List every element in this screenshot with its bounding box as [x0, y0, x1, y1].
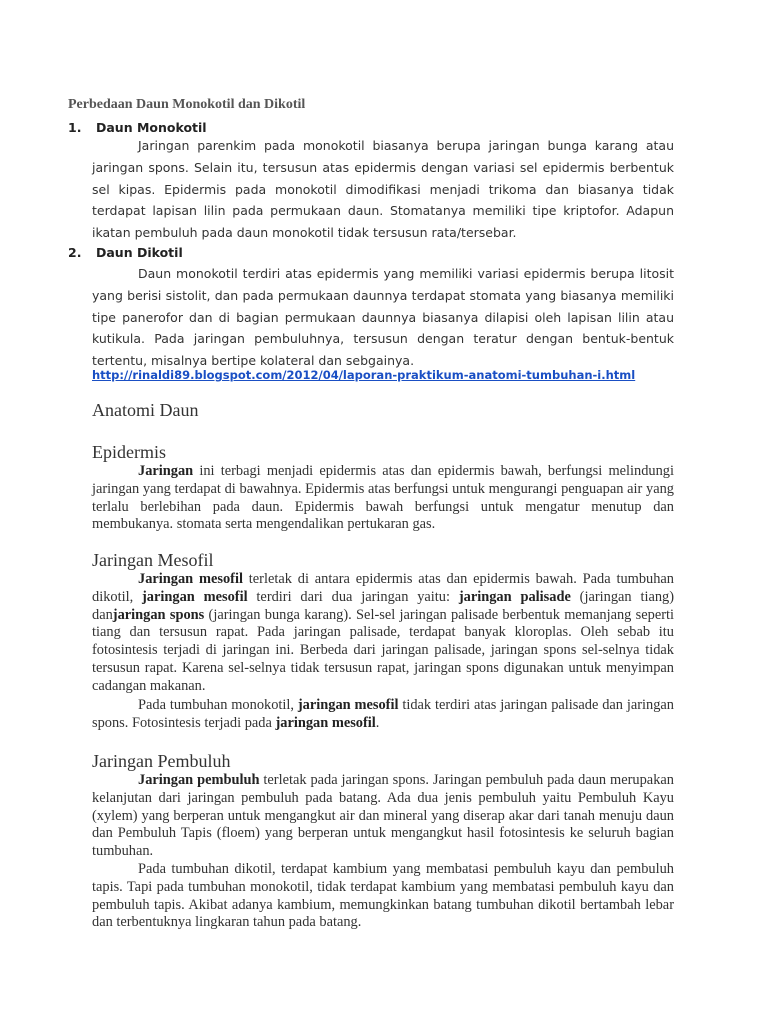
list-item-heading-dikotil — [68, 245, 183, 260]
section-heading-mesofil: Jaringan Mesofil — [92, 550, 214, 570]
paragraph-text: (jaringan bunga karang). Sel-sel jaringan palisade berbentuk memanjang seperti tiang dan tersusun rapat. Pada jaringan palisade, terdapat banyak kloroplas. Oleh sebab itu fotosintesis terjadi di jaringan ini. Berbeda dari jaringan palisade, jaringan spons sel-selnya tidak tersusun rapat. Karena sel-selnya tidak tersusun rapat, jaringan spons digunakan untuk menyimpan cadangan makanan. — [92, 606, 674, 694]
list-heading: Daun Monokotil — [96, 120, 207, 135]
bold-term: jaringan spons — [112, 606, 205, 623]
bold-term: jaringan palisade — [458, 588, 571, 605]
mesofil-paragraph-2 — [92, 697, 674, 733]
list-heading: Daun Dikotil — [96, 245, 183, 260]
paragraph-text: Pada tumbuhan dikotil, terdapat kambium yang membatasi pembuluh kayu dan pembuluh tapis. Tapi pada tumbuhan monokotil, tidak terdapat kambium yang membatasi pembuluh kayu dan pembuluh tapis. Akibat adanya kambium, memungkinkan batang tumbuhan dikotil bertambah lebar dan terbentuknya lingkaran tahun pada batang. — [92, 861, 674, 931]
mesofil-paragraph-1 — [92, 571, 674, 696]
paragraph-text: terletak pada jaringan spons. Jaringan pembuluh pada daun merupakan kelanjutan dari jaringan pembuluh pada batang. Ada dua jenis pembuluh yaitu Pembuluh Kayu (xylem) yang berperan untuk mengangkut air dan mineral yang diserap akar dari tanah menuju daun dan Pembuluh Tapis (floem) yang berperan untuk mengangkut hasil fotosintesis ke seluruh bagian tumbuhan. — [92, 772, 674, 860]
bold-term: jaringan mesofil — [142, 588, 248, 605]
monokotil-text: Jaringan parenkim pada monokotil biasanya berupa jaringan bunga karang atau jaringan spons. Selain itu, tersusun atas epidermis dengan variasi sel epidermis berbentuk sel kipas. Epidermis pada monokotil dimodifikasi menjadi trikoma dan biasanya tidak terdapat lapisan lilin pada permukaan daun. Stomatanya memiliki tipe kriptofor. Adapun ikatan pembuluh pada daun monokotil tidak tersusun rata/tersebar. — [92, 138, 674, 241]
list-number: 1. — [68, 120, 82, 135]
paragraph-text: (jaringan tiang) dan — [92, 588, 675, 623]
epidermis-paragraph — [92, 463, 674, 534]
paragraph-text: terletak di antara epidermis atas dan epidermis bawah. Pada tumbuhan dikotil, — [92, 571, 675, 605]
list-item-heading-monokotil — [68, 120, 207, 135]
bold-term: Jaringan — [138, 463, 194, 479]
monokotil-paragraph — [92, 135, 674, 244]
bold-term: Jaringan pembuluh — [138, 772, 260, 788]
dikotil-text: Daun monokotil terdiri atas epidermis yang memiliki variasi epidermis berupa litosit yang berisi sistolit, dan pada permukaan daunnya terdapat stomata yang biasanya memiliki tipe panerofor dan di bagian permukaan daunnya biasanya dilapisi oleh lapisan lilin atau kutikula. Pada jaringan pembuluhnya, tersusun dengan teratur dengan bentuk-bentuk tertentu, misalnya bertipe kolateral dan sebgainya. — [92, 266, 674, 369]
paragraph-text: Pada tumbuhan monokotil, — [138, 697, 298, 713]
source-link[interactable]: http://rinaldi89.blogspot.com/2012/04/laporan-praktikum-anatomi-tumbuhan-i.html — [92, 368, 636, 382]
pembuluh-paragraph-2 — [92, 861, 674, 932]
list-number: 2. — [68, 245, 82, 260]
paragraph-text: tidak terdiri atas jaringan palisade dan jaringan spons. Fotosintesis terjadi pada — [92, 697, 675, 731]
bold-term: jaringan mesofil — [275, 714, 376, 731]
paragraph-text: terdiri dari dua jaringan yaitu: — [247, 588, 459, 605]
pembuluh-paragraph-1 — [92, 772, 674, 861]
paragraph-text: ini terbagi menjadi epidermis atas dan epidermis bawah, berfungsi melindungi jaringan yang terdapat di bawahnya. Epidermis atas berfungsi untuk mengurangi penguapan air yang terlalu berlebihan pada daun. Epidermis bawah berfungsi untuk mengatur menutup dan membukanya. stomata serta mengendalikan pertukaran gas. — [92, 463, 674, 533]
section-heading-epidermis: Epidermis — [92, 442, 166, 462]
document-title: Perbedaan Daun Monokotil dan Dikotil — [68, 97, 306, 112]
paragraph-text: . — [375, 714, 380, 731]
bold-term: jaringan mesofil — [297, 697, 399, 713]
section-heading-pembuluh: Jaringan Pembuluh — [92, 751, 231, 771]
section-heading-anatomi: Anatomi Daun — [92, 400, 199, 420]
dikotil-paragraph — [92, 263, 674, 372]
bold-term: Jaringan mesofil — [138, 571, 243, 587]
